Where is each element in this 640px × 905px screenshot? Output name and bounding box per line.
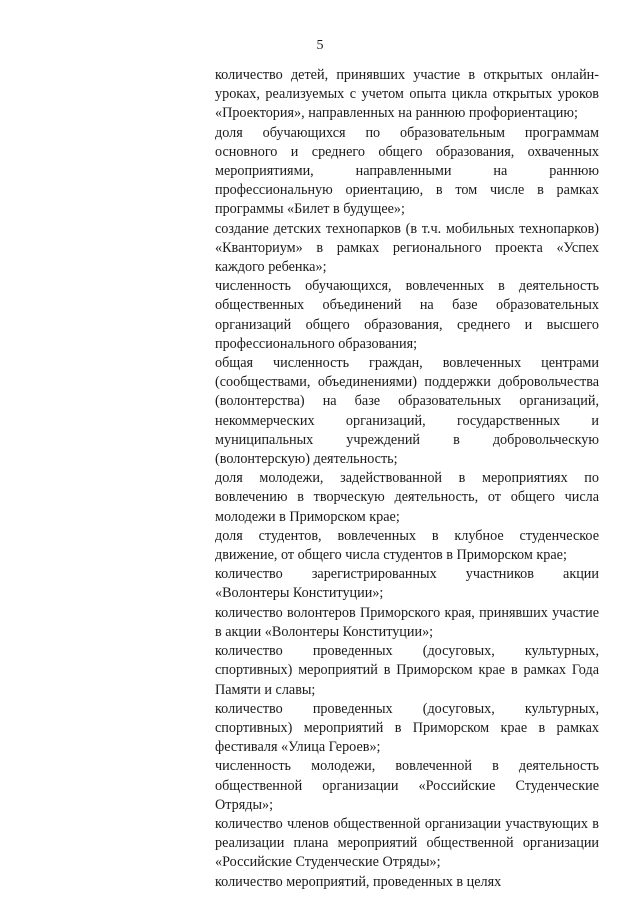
list-item: количество проведенных (досуговых, культурных, спортивных) мероприятий в Приморском крае в рамках Года Памяти и славы; bbox=[215, 643, 599, 698]
list-item: количество мероприятий, проведенных в целях bbox=[215, 873, 502, 890]
list-item: количество проведенных (досуговых, культурных, спортивных) мероприятий в Приморском крае в рамках фестиваля «Улица Героев»; bbox=[215, 700, 599, 756]
document-body bbox=[215, 66, 599, 892]
list-item: численность молодежи, вовлеченной в деятельность общественной организации «Российские Студенческие Отряды»; bbox=[215, 758, 599, 813]
list-item: количество детей, принявших участие в открытых онлайн-уроках, реализуемых с учетом опыта цикла открытых уроков «Проектория», направленных на раннюю профориентацию; bbox=[215, 67, 599, 122]
list-item: общая численность граждан, вовлеченных центрами (сообществами, объединениями) поддержки добровольчества (волонтерства) на базе образовательных организаций, некоммерческих организаций, государственных и муниципальных учреждений в добровольческую (волонтерскую) деятельность; bbox=[215, 355, 599, 468]
list-item: доля молодежи, задействованной в мероприятиях по вовлечению в творческую деятельность, от общего числа молодежи в Приморском крае; bbox=[215, 470, 599, 525]
list-item: доля студентов, вовлеченных в клубное студенческое движение, от общего числа студентов в Приморском крае; bbox=[215, 527, 599, 564]
list-item: количество зарегистрированных участников акции «Волонтеры Конституции»; bbox=[215, 566, 599, 602]
list-item: количество членов общественной организации участвующих в реализации плана мероприятий общественной организации «Российские Студенческие Отряды»; bbox=[215, 815, 599, 871]
list-item: доля обучающихся по образовательным программам основного и среднего общего образования, охваченных мероприятиями, направленными на раннюю профессиональную ориентацию, в том числе в рамках программы «Билет в будущее»; bbox=[215, 124, 599, 218]
list-item: создание детских технопарков (в т.ч. мобильных технопарков) «Кванториум» в рамках регионального проекта «Успех каждого ребенка»; bbox=[215, 220, 599, 276]
list-item: численность обучающихся, вовлеченных в деятельность общественных объединений на базе образовательных организаций общего образования, среднего и высшего профессионального образования; bbox=[215, 278, 599, 352]
page-number: 5 bbox=[316, 38, 324, 53]
list-item: количество волонтеров Приморского края, принявших участие в акции «Волонтеры Конституции»; bbox=[215, 604, 599, 640]
